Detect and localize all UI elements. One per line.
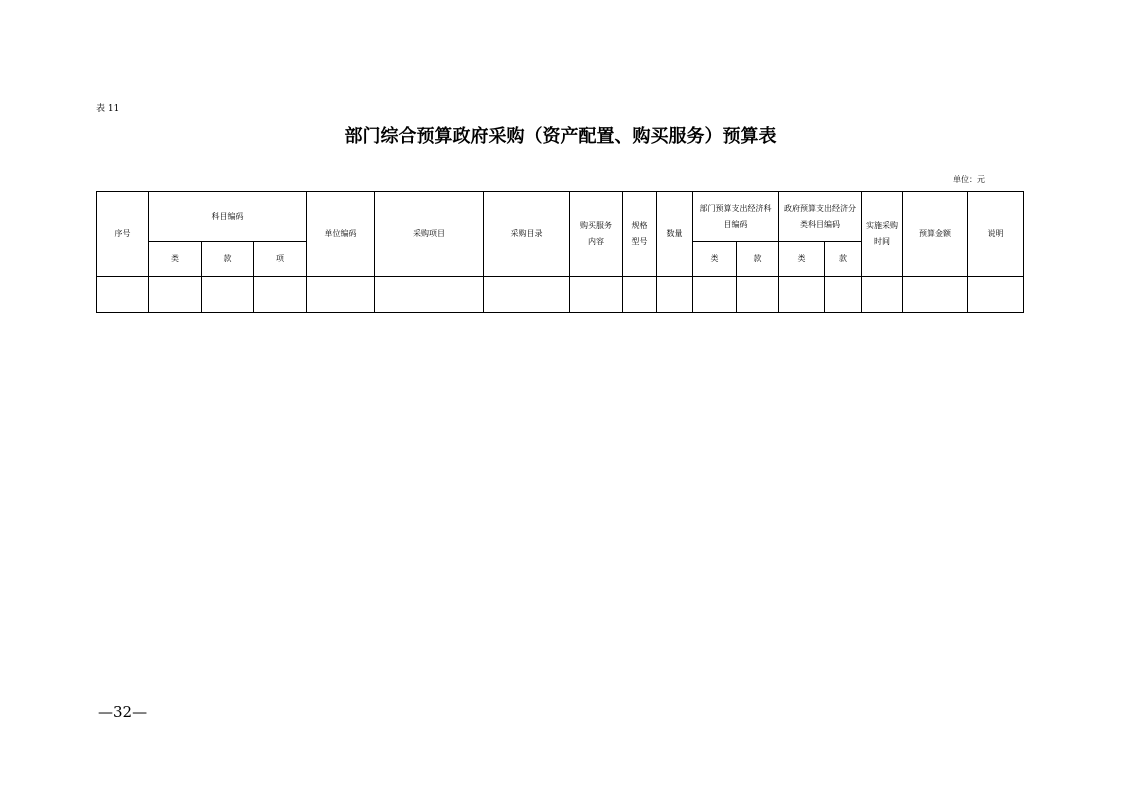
page-number: —32— xyxy=(98,703,148,721)
table-cell xyxy=(737,277,779,313)
table-cell xyxy=(657,277,693,313)
table-cell xyxy=(484,277,570,313)
header-purchase-item: 采购项目 xyxy=(375,192,484,277)
table-cell xyxy=(375,277,484,313)
header-dept-econ-line2: 目编码 xyxy=(723,219,748,229)
header-quantity: 数量 xyxy=(657,192,693,277)
unit-label: 单位：元 xyxy=(953,175,985,184)
budget-table xyxy=(96,191,1024,313)
header-gov-class: 类 xyxy=(779,242,825,277)
table-cell xyxy=(693,277,737,313)
header-budget-amount: 预算金额 xyxy=(903,192,968,277)
header-remarks: 说明 xyxy=(968,192,1024,277)
header-impl-time-line2: 时间 xyxy=(874,237,890,246)
header-purchase-catalog: 采购目录 xyxy=(484,192,570,277)
header-service-content-line1: 购买服务 xyxy=(580,221,612,230)
table-cell xyxy=(97,277,149,313)
header-gov-econ-code xyxy=(779,192,862,242)
header-spec-line1: 规格 xyxy=(631,221,648,230)
header-impl-time xyxy=(862,192,903,277)
header-subject-class: 类 xyxy=(149,242,202,277)
table-cell xyxy=(307,277,375,313)
table-cell xyxy=(570,277,623,313)
header-dept-econ-code xyxy=(693,192,779,242)
header-subject-xiang: 项 xyxy=(254,242,307,277)
table-row xyxy=(97,277,1024,313)
header-spec-line2: 型号 xyxy=(631,237,648,246)
table-cell xyxy=(903,277,968,313)
header-dept-kuan: 款 xyxy=(737,242,779,277)
table-label: 表 11 xyxy=(96,104,120,114)
header-dept-econ-line1: 部门预算支出经济科 xyxy=(699,203,772,213)
table-cell xyxy=(254,277,307,313)
table-cell xyxy=(968,277,1024,313)
table-cell xyxy=(202,277,254,313)
header-row-1 xyxy=(97,192,1024,242)
header-dept-class: 类 xyxy=(693,242,737,277)
table-cell xyxy=(779,277,825,313)
header-gov-econ-line1: 政府预算支出经济分 xyxy=(784,203,856,213)
table-cell xyxy=(825,277,862,313)
table-cell xyxy=(862,277,903,313)
header-subject-kuan: 款 xyxy=(202,242,254,277)
table-cell xyxy=(149,277,202,313)
header-spec xyxy=(623,192,657,277)
header-service-content xyxy=(570,192,623,277)
header-subject-code: 科目编码 xyxy=(149,192,307,242)
header-service-content-line2: 内容 xyxy=(588,237,604,246)
table-cell xyxy=(623,277,657,313)
page-title: 部门综合预算政府采购（资产配置、购买服务）预算表 xyxy=(344,126,777,147)
header-seq: 序号 xyxy=(97,192,149,277)
header-impl-time-line1: 实施采购 xyxy=(866,221,898,230)
header-gov-kuan: 款 xyxy=(825,242,862,277)
header-unit-code: 单位编码 xyxy=(307,192,375,277)
header-gov-econ-line2: 类科目编码 xyxy=(800,219,840,229)
